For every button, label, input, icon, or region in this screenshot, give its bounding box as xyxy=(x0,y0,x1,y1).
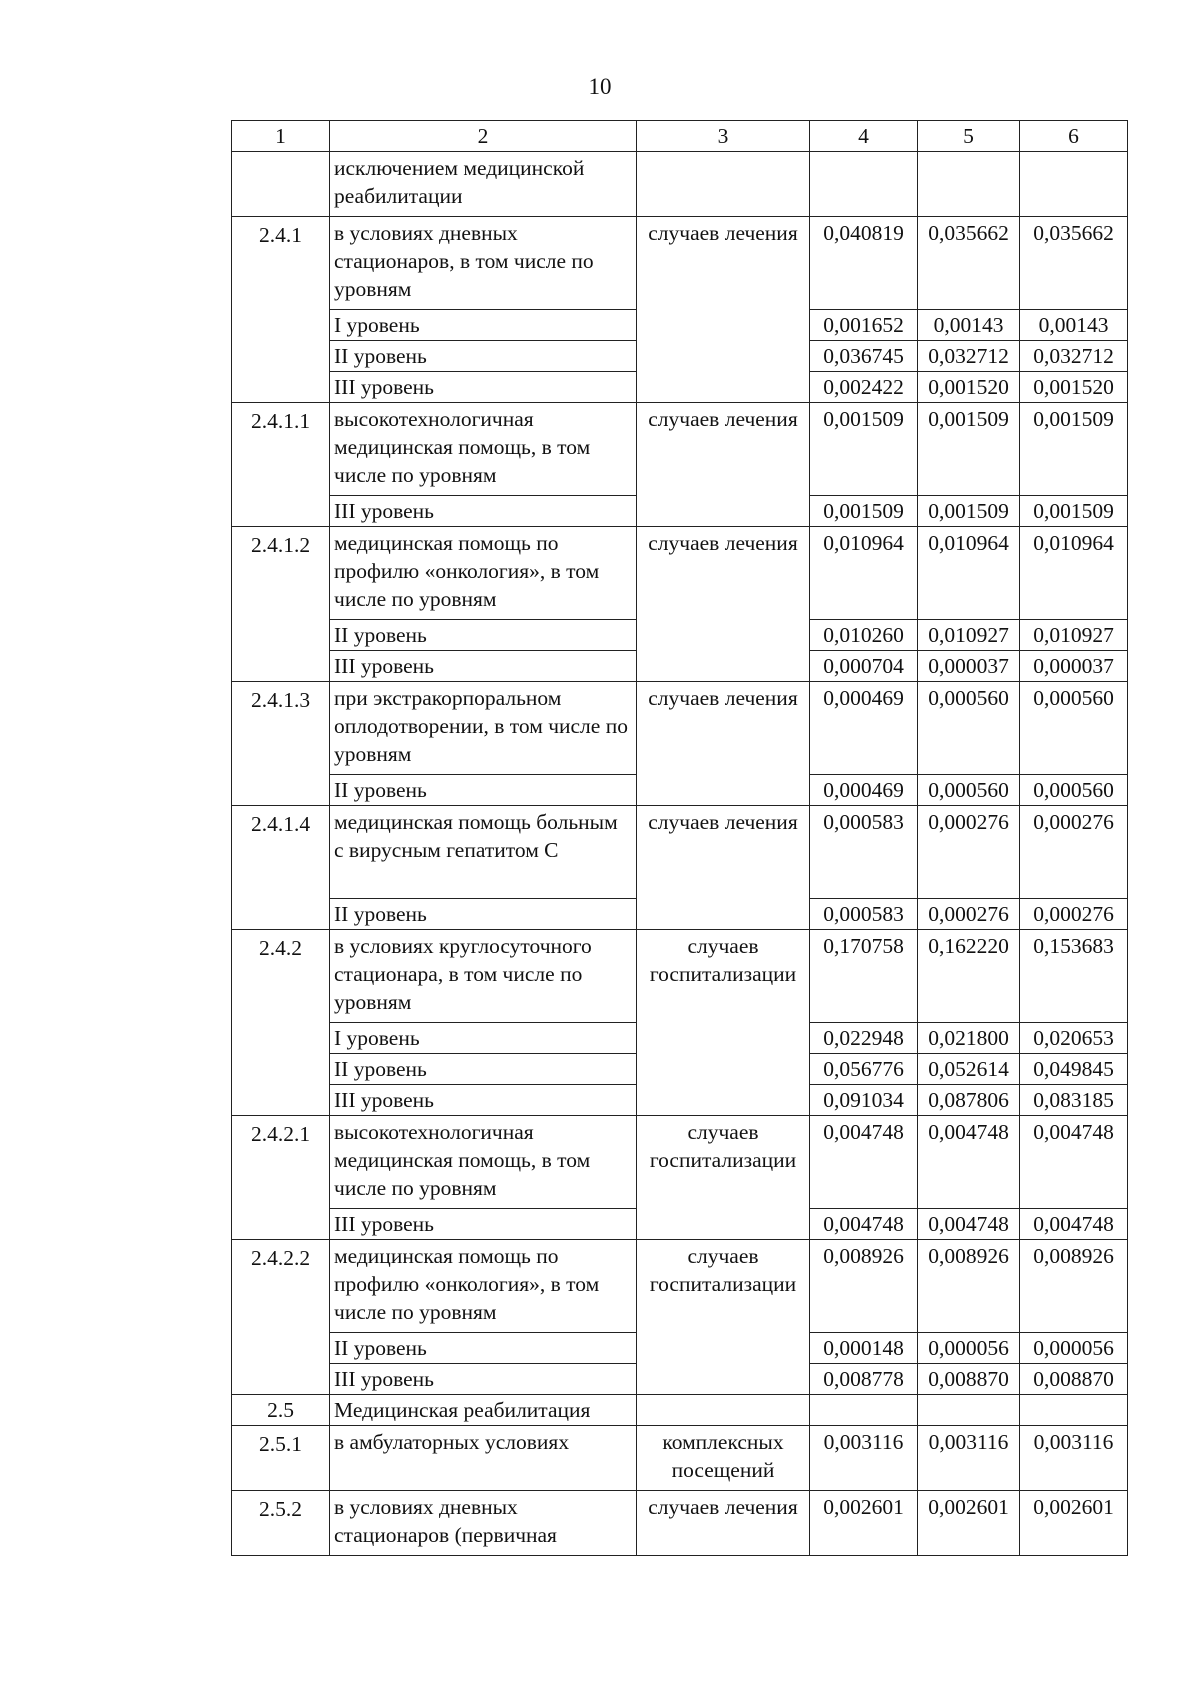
level-name: III уровень xyxy=(330,372,637,403)
row-value: 0,001509 xyxy=(918,403,1020,496)
level-value: 0,004748 xyxy=(810,1209,918,1240)
header-cell: 5 xyxy=(918,121,1020,152)
empty-cell xyxy=(810,1395,918,1426)
header-row xyxy=(232,121,1128,152)
row-value: 0,004748 xyxy=(1020,1116,1128,1209)
row-name: медицинская помощь по профилю «онкология», в том числе по уровням xyxy=(330,1240,637,1333)
value-cell xyxy=(1020,152,1128,217)
section-code: 2.5 xyxy=(232,1395,330,1426)
row-value: 0,000560 xyxy=(1020,682,1128,775)
row-unit: случаев лечения xyxy=(637,527,810,682)
row-code: 2.5.1 xyxy=(232,1426,330,1491)
row-name: медицинская помощь больным с вирусным гепатитом С xyxy=(330,806,637,899)
unit-cell xyxy=(637,152,810,217)
row-name: медицинская помощь по профилю «онкология», в том числе по уровням xyxy=(330,527,637,620)
level-name: III уровень xyxy=(330,1085,637,1116)
row-value: 0,153683 xyxy=(1020,930,1128,1023)
continuation-row xyxy=(232,152,1128,217)
level-value: 0,002422 xyxy=(810,372,918,403)
row-code: 2.4.1.1 xyxy=(232,403,330,527)
level-value: 0,052614 xyxy=(918,1054,1020,1085)
row-unit: случаев госпитализации xyxy=(637,1240,810,1395)
row-unit: случаев лечения xyxy=(637,217,810,403)
level-value: 0,091034 xyxy=(810,1085,918,1116)
tail-row xyxy=(232,1426,1128,1491)
row-unit: случаев лечения xyxy=(637,403,810,527)
row-code: 2.4.1.2 xyxy=(232,527,330,682)
level-value: 0,008778 xyxy=(810,1364,918,1395)
row-value: 0,170758 xyxy=(810,930,918,1023)
group-row xyxy=(232,930,1128,1023)
row-code: 2.4.2.2 xyxy=(232,1240,330,1395)
norms-table xyxy=(231,120,1128,1556)
row-unit: комплексных посещений xyxy=(637,1426,810,1491)
row-unit: случаев госпитализации xyxy=(637,930,810,1116)
row-unit: случаев лечения xyxy=(637,806,810,930)
group-row xyxy=(232,1116,1128,1209)
group-row xyxy=(232,403,1128,496)
level-name: III уровень xyxy=(330,1209,637,1240)
row-value: 0,004748 xyxy=(810,1116,918,1209)
level-name: II уровень xyxy=(330,341,637,372)
row-value: 0,010964 xyxy=(918,527,1020,620)
level-value: 0,000037 xyxy=(918,651,1020,682)
level-value: 0,000704 xyxy=(810,651,918,682)
row-code: 2.5.2 xyxy=(232,1491,330,1556)
row-unit: случаев лечения xyxy=(637,1491,810,1556)
level-value: 0,001520 xyxy=(1020,372,1128,403)
level-value: 0,022948 xyxy=(810,1023,918,1054)
empty-cell xyxy=(1020,1395,1128,1426)
level-value: 0,000583 xyxy=(810,899,918,930)
level-value: 0,004748 xyxy=(918,1209,1020,1240)
row-value: 0,003116 xyxy=(810,1426,918,1491)
level-value: 0,036745 xyxy=(810,341,918,372)
group-row xyxy=(232,217,1128,310)
row-name: в условиях дневных стационаров, в том числе по уровням xyxy=(330,217,637,310)
row-value: 0,010964 xyxy=(810,527,918,620)
header-cell: 2 xyxy=(330,121,637,152)
group-row xyxy=(232,1240,1128,1333)
level-name: III уровень xyxy=(330,651,637,682)
level-name: II уровень xyxy=(330,899,637,930)
level-value: 0,010260 xyxy=(810,620,918,651)
level-name: III уровень xyxy=(330,496,637,527)
row-value: 0,003116 xyxy=(1020,1426,1128,1491)
group-row xyxy=(232,806,1128,899)
row-value: 0,008926 xyxy=(1020,1240,1128,1333)
level-name: I уровень xyxy=(330,1023,637,1054)
row-value: 0,010964 xyxy=(1020,527,1128,620)
row-value: 0,001509 xyxy=(1020,403,1128,496)
level-name: II уровень xyxy=(330,1333,637,1364)
empty-cell xyxy=(918,1395,1020,1426)
level-value: 0,00143 xyxy=(918,310,1020,341)
row-code: 2.4.1.4 xyxy=(232,806,330,930)
level-value: 0,000469 xyxy=(810,775,918,806)
row-unit: случаев госпитализации xyxy=(637,1116,810,1240)
level-value: 0,010927 xyxy=(1020,620,1128,651)
row-value: 0,162220 xyxy=(918,930,1020,1023)
row-value: 0,000469 xyxy=(810,682,918,775)
level-value: 0,032712 xyxy=(1020,341,1128,372)
level-value: 0,056776 xyxy=(810,1054,918,1085)
value-cell xyxy=(918,152,1020,217)
level-value: 0,001520 xyxy=(918,372,1020,403)
level-value: 0,000056 xyxy=(918,1333,1020,1364)
row-value: 0,008926 xyxy=(810,1240,918,1333)
level-name: I уровень xyxy=(330,310,637,341)
row-code: 2.4.2 xyxy=(232,930,330,1116)
level-value: 0,001509 xyxy=(1020,496,1128,527)
level-value: 0,000560 xyxy=(1020,775,1128,806)
level-value: 0,000037 xyxy=(1020,651,1128,682)
row-value: 0,002601 xyxy=(918,1491,1020,1556)
row-value: 0,000276 xyxy=(1020,806,1128,899)
level-value: 0,004748 xyxy=(1020,1209,1128,1240)
level-value: 0,008870 xyxy=(918,1364,1020,1395)
level-value: 0,001652 xyxy=(810,310,918,341)
row-code: 2.4.1 xyxy=(232,217,330,403)
header-cell: 1 xyxy=(232,121,330,152)
row-value: 0,003116 xyxy=(918,1426,1020,1491)
value-cell xyxy=(810,152,918,217)
level-name: II уровень xyxy=(330,620,637,651)
row-value: 0,004748 xyxy=(918,1116,1020,1209)
row-value: 0,000276 xyxy=(918,806,1020,899)
code-cell xyxy=(232,152,330,217)
row-value: 0,035662 xyxy=(1020,217,1128,310)
level-value: 0,000056 xyxy=(1020,1333,1128,1364)
header-cell: 4 xyxy=(810,121,918,152)
row-name: в условиях дневных стационаров (первичная xyxy=(330,1491,637,1556)
level-value: 0,000148 xyxy=(810,1333,918,1364)
level-value: 0,021800 xyxy=(918,1023,1020,1054)
level-value: 0,000276 xyxy=(1020,899,1128,930)
level-value: 0,087806 xyxy=(918,1085,1020,1116)
tail-row xyxy=(232,1491,1128,1556)
level-value: 0,008870 xyxy=(1020,1364,1128,1395)
level-value: 0,049845 xyxy=(1020,1054,1128,1085)
group-row xyxy=(232,527,1128,620)
row-name: в условиях круглосуточного стационара, в том числе по уровням xyxy=(330,930,637,1023)
row-value: 0,002601 xyxy=(1020,1491,1128,1556)
level-value: 0,000560 xyxy=(918,775,1020,806)
group-row xyxy=(232,682,1128,775)
row-value: 0,000560 xyxy=(918,682,1020,775)
row-unit: случаев лечения xyxy=(637,682,810,806)
row-value: 0,040819 xyxy=(810,217,918,310)
level-value: 0,001509 xyxy=(918,496,1020,527)
level-value: 0,00143 xyxy=(1020,310,1128,341)
empty-cell xyxy=(637,1395,810,1426)
level-value: 0,020653 xyxy=(1020,1023,1128,1054)
row-code: 2.4.1.3 xyxy=(232,682,330,806)
name-cell: исключением медицинской реабилитации xyxy=(330,152,637,217)
row-name: высокотехнологичная медицинская помощь, в том числе по уровням xyxy=(330,403,637,496)
header-cell: 3 xyxy=(637,121,810,152)
section-name: Медицинская реабилитация xyxy=(330,1395,637,1426)
level-value: 0,010927 xyxy=(918,620,1020,651)
row-name: в амбулаторных условиях xyxy=(330,1426,637,1491)
row-name: при экстракорпоральном оплодотворении, в том числе по уровням xyxy=(330,682,637,775)
level-value: 0,032712 xyxy=(918,341,1020,372)
row-value: 0,000583 xyxy=(810,806,918,899)
row-value: 0,035662 xyxy=(918,217,1020,310)
level-value: 0,083185 xyxy=(1020,1085,1128,1116)
level-name: II уровень xyxy=(330,1054,637,1085)
row-name: высокотехнологичная медицинская помощь, в том числе по уровням xyxy=(330,1116,637,1209)
section-row xyxy=(232,1395,1128,1426)
page-number: 10 xyxy=(588,74,612,99)
header-cell: 6 xyxy=(1020,121,1128,152)
row-value: 0,008926 xyxy=(918,1240,1020,1333)
row-code: 2.4.2.1 xyxy=(232,1116,330,1240)
level-value: 0,001509 xyxy=(810,496,918,527)
level-value: 0,000276 xyxy=(918,899,1020,930)
row-value: 0,002601 xyxy=(810,1491,918,1556)
level-name: III уровень xyxy=(330,1364,637,1395)
row-value: 0,001509 xyxy=(810,403,918,496)
level-name: II уровень xyxy=(330,775,637,806)
